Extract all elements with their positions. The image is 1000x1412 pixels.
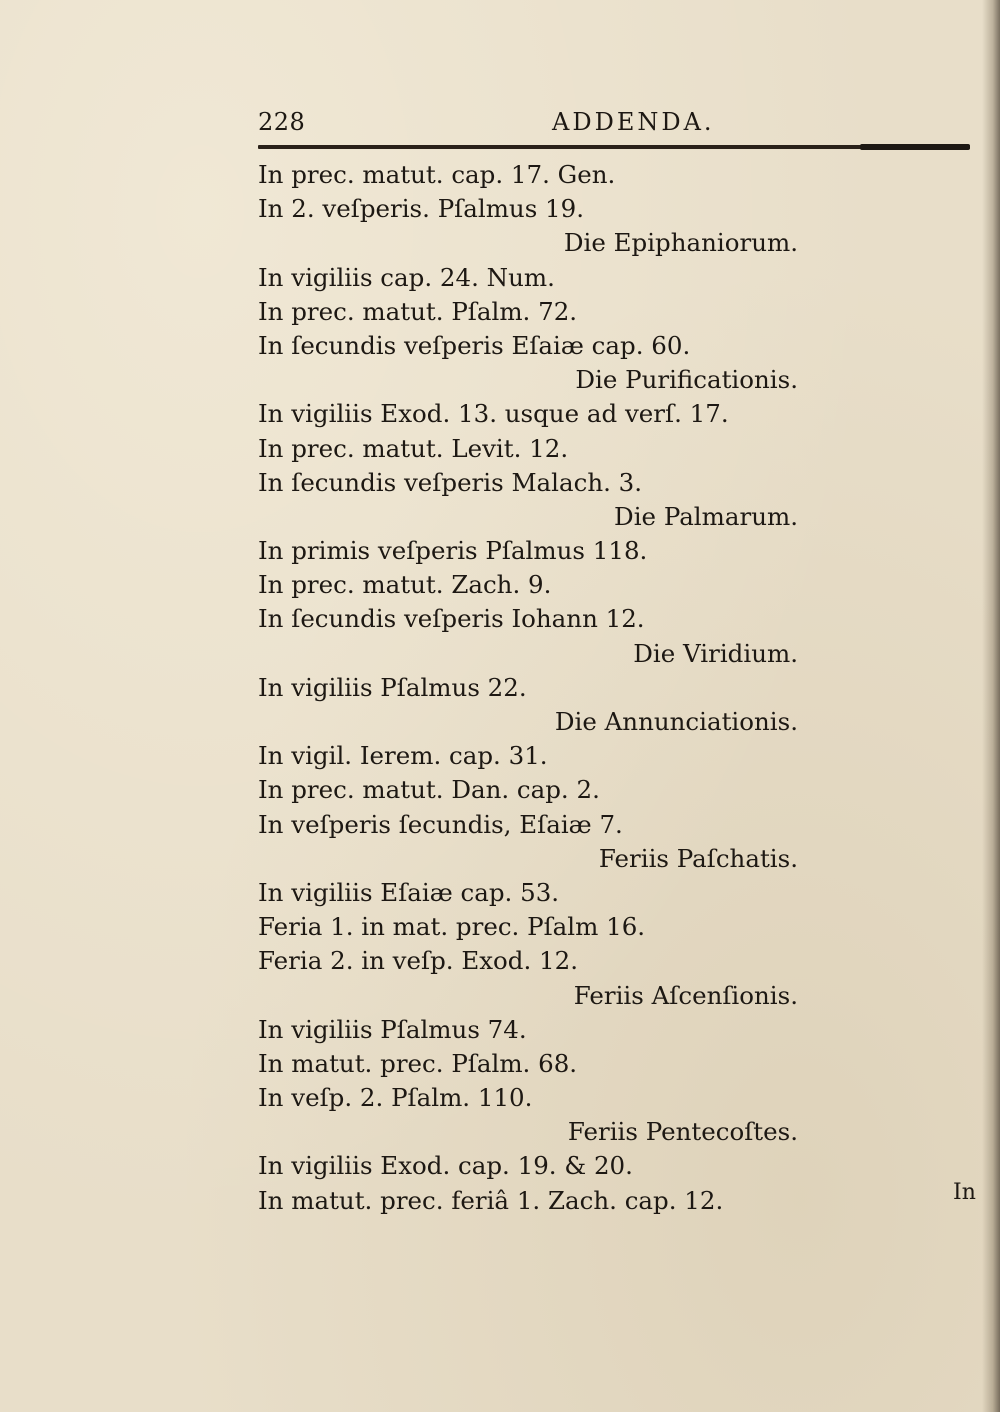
catchword: In bbox=[953, 1180, 976, 1205]
section-heading: Die Epiphaniorum. bbox=[563, 228, 798, 258]
header-rule bbox=[258, 145, 970, 149]
text-line: In prec. matut. Levit. 12. bbox=[258, 433, 569, 463]
text-line: In vigiliis Exod. 13. usque ad verſ. 17. bbox=[258, 399, 729, 429]
section-heading: Die Purificationis. bbox=[575, 365, 798, 395]
text-line: In vigiliis cap. 24. Num. bbox=[258, 262, 555, 292]
text-line: In veſp. 2. Pſalm. 110. bbox=[258, 1083, 533, 1113]
text-line: In prec. matut. Zach. 9. bbox=[258, 570, 552, 600]
text-line: Feria 2. in veſp. Exod. 12. bbox=[258, 946, 579, 976]
section-heading: Feriis Paſchatis. bbox=[598, 843, 798, 873]
text-line: In prec. matut. Pſalm. 72. bbox=[258, 296, 578, 326]
section-heading: Die Annunciationis. bbox=[554, 707, 798, 736]
text-line: In matut. prec. feriâ 1. Zach. cap. 12. bbox=[258, 1185, 724, 1215]
running-head: ADDENDA. bbox=[552, 108, 715, 136]
section-heading: Feriis Pentecoſtes. bbox=[567, 1117, 798, 1147]
page-spine-shadow bbox=[982, 0, 1000, 1412]
page-number: 228 bbox=[258, 108, 306, 136]
text-line: In vigiliis Pſalmus 22. bbox=[258, 672, 527, 702]
text-block bbox=[258, 158, 818, 1218]
text-line: In primis veſperis Pſalmus 118. bbox=[258, 536, 648, 566]
text-line: In prec. matut. cap. 17. Gen. bbox=[258, 160, 616, 189]
text-line: In vigiliis Eſaiæ cap. 53. bbox=[258, 877, 560, 907]
page-header bbox=[258, 108, 970, 138]
text-line: In ſecundis veſperis Malach. 3. bbox=[258, 467, 643, 497]
text-line: In 2. veſperis. Pſalmus 19. bbox=[258, 194, 585, 224]
text-line: In veſperis ſecundis, Eſaiæ 7. bbox=[258, 809, 623, 839]
text-line: Feria 1. in mat. prec. Pſalm 16. bbox=[258, 912, 646, 942]
text-line: In vigil. Ierem. cap. 31. bbox=[258, 741, 548, 771]
text-line: In prec. matut. Dan. cap. 2. bbox=[258, 775, 600, 805]
text-line: In vigiliis Pſalmus 74. bbox=[258, 1014, 527, 1044]
text-line: In vigiliis Exod. cap. 19. & 20. bbox=[258, 1151, 633, 1181]
section-heading: Die Viridium. bbox=[633, 638, 798, 668]
section-heading: Die Palmarum. bbox=[614, 501, 798, 531]
section-heading: Feriis Aſcenſionis. bbox=[573, 980, 798, 1010]
text-line: In ſecundis veſperis Iohann 12. bbox=[258, 604, 645, 634]
text-line: In ſecundis veſperis Eſaiæ cap. 60. bbox=[258, 330, 691, 360]
text-line: In matut. prec. Pſalm. 68. bbox=[258, 1048, 578, 1078]
